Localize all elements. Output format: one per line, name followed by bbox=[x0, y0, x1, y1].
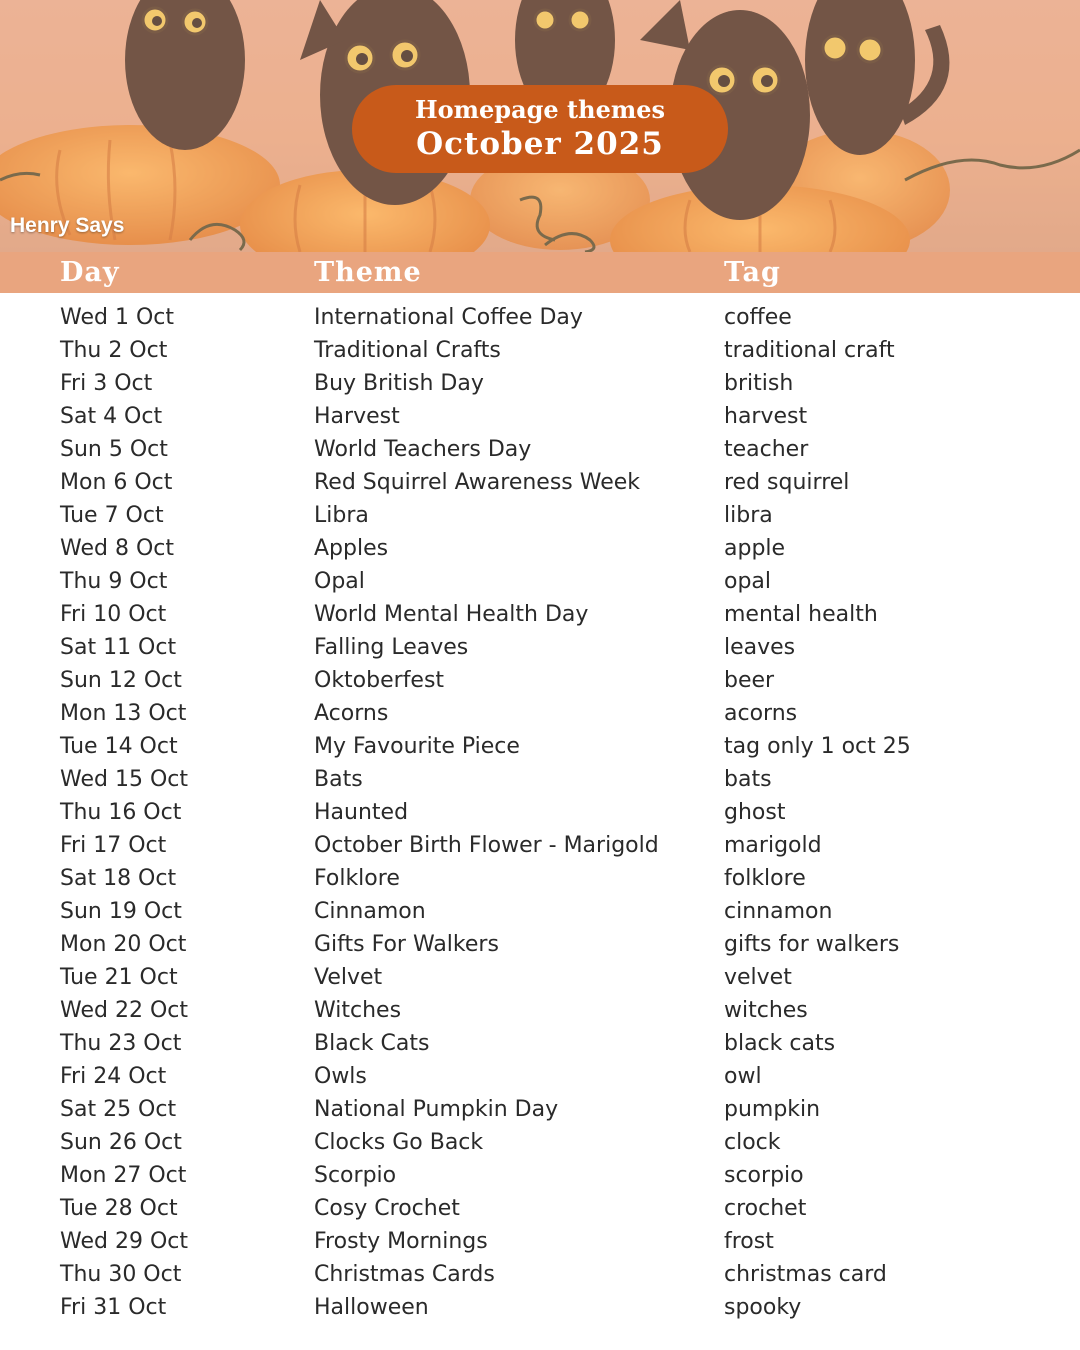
column-header-theme: Theme bbox=[314, 257, 422, 288]
theme-cell: Cinnamon bbox=[314, 899, 426, 924]
theme-cell: My Favourite Piece bbox=[314, 734, 520, 759]
day-cell: Wed 8 Oct bbox=[60, 536, 174, 561]
day-cell: Tue 21 Oct bbox=[60, 965, 178, 990]
day-cell: Thu 2 Oct bbox=[60, 338, 168, 363]
header-banner bbox=[0, 0, 1080, 252]
theme-cell: Frosty Mornings bbox=[314, 1229, 488, 1254]
day-cell: Fri 17 Oct bbox=[60, 833, 167, 858]
tag-cell: apple bbox=[724, 536, 786, 561]
title-month: October 2025 bbox=[416, 126, 664, 162]
theme-cell: Gifts For Walkers bbox=[314, 932, 499, 957]
tag-cell: spooky bbox=[724, 1295, 802, 1320]
tag-cell: frost bbox=[724, 1229, 774, 1254]
title-pill bbox=[352, 85, 728, 173]
tag-cell: harvest bbox=[724, 404, 808, 429]
tag-cell: leaves bbox=[724, 635, 796, 660]
table-row bbox=[0, 433, 1080, 466]
theme-cell: Owls bbox=[314, 1064, 367, 1089]
table-row bbox=[0, 532, 1080, 565]
theme-cell: Scorpio bbox=[314, 1163, 397, 1188]
day-cell: Sun 12 Oct bbox=[60, 668, 182, 693]
tag-cell: christmas card bbox=[724, 1262, 887, 1287]
day-cell: Thu 16 Oct bbox=[60, 800, 182, 825]
tag-cell: witches bbox=[724, 998, 808, 1023]
tag-cell: ghost bbox=[724, 800, 786, 825]
table-row bbox=[0, 796, 1080, 829]
tag-cell: owl bbox=[724, 1064, 762, 1089]
table-row bbox=[0, 763, 1080, 796]
day-cell: Mon 20 Oct bbox=[60, 932, 187, 957]
table-row bbox=[0, 1225, 1080, 1258]
theme-cell: Cosy Crochet bbox=[314, 1196, 460, 1221]
table-row bbox=[0, 1027, 1080, 1060]
theme-cell: Witches bbox=[314, 998, 402, 1023]
theme-cell: October Birth Flower - Marigold bbox=[314, 833, 659, 858]
table-row bbox=[0, 301, 1080, 334]
theme-cell: Acorns bbox=[314, 701, 389, 726]
day-cell: Wed 1 Oct bbox=[60, 305, 174, 330]
table-row bbox=[0, 1093, 1080, 1126]
theme-cell: Apples bbox=[314, 536, 389, 561]
table-row bbox=[0, 730, 1080, 763]
day-cell: Sat 25 Oct bbox=[60, 1097, 177, 1122]
table-row bbox=[0, 1258, 1080, 1291]
theme-cell: Buy British Day bbox=[314, 371, 484, 396]
day-cell: Mon 6 Oct bbox=[60, 470, 173, 495]
theme-cell: Christmas Cards bbox=[314, 1262, 495, 1287]
tag-cell: velvet bbox=[724, 965, 792, 990]
day-cell: Tue 14 Oct bbox=[60, 734, 178, 759]
table-row bbox=[0, 1159, 1080, 1192]
tag-cell: red squirrel bbox=[724, 470, 850, 495]
theme-cell: Halloween bbox=[314, 1295, 429, 1320]
day-cell: Sat 4 Oct bbox=[60, 404, 163, 429]
tag-cell: british bbox=[724, 371, 794, 396]
tag-cell: crochet bbox=[724, 1196, 807, 1221]
day-cell: Wed 29 Oct bbox=[60, 1229, 188, 1254]
day-cell: Thu 9 Oct bbox=[60, 569, 168, 594]
theme-cell: Bats bbox=[314, 767, 363, 792]
table-row bbox=[0, 499, 1080, 532]
day-cell: Sun 26 Oct bbox=[60, 1130, 182, 1155]
theme-cell: Haunted bbox=[314, 800, 409, 825]
tag-cell: gifts for walkers bbox=[724, 932, 900, 957]
day-cell: Sat 18 Oct bbox=[60, 866, 177, 891]
theme-cell: Velvet bbox=[314, 965, 383, 990]
table-body bbox=[0, 301, 1080, 1324]
day-cell: Sat 11 Oct bbox=[60, 635, 177, 660]
table-row bbox=[0, 895, 1080, 928]
table-row bbox=[0, 631, 1080, 664]
theme-cell: Folklore bbox=[314, 866, 400, 891]
day-cell: Fri 31 Oct bbox=[60, 1295, 167, 1320]
theme-cell: International Coffee Day bbox=[314, 305, 583, 330]
tag-cell: scorpio bbox=[724, 1163, 804, 1188]
table-row bbox=[0, 466, 1080, 499]
table-row bbox=[0, 367, 1080, 400]
table-row bbox=[0, 829, 1080, 862]
day-cell: Mon 13 Oct bbox=[60, 701, 187, 726]
title-subtitle: Homepage themes bbox=[414, 95, 666, 124]
theme-cell: Traditional Crafts bbox=[314, 338, 501, 363]
table-row bbox=[0, 334, 1080, 367]
table-row bbox=[0, 1126, 1080, 1159]
tag-cell: cinnamon bbox=[724, 899, 833, 924]
tag-cell: traditional craft bbox=[724, 338, 895, 363]
theme-cell: Libra bbox=[314, 503, 369, 528]
day-cell: Fri 24 Oct bbox=[60, 1064, 167, 1089]
table-row bbox=[0, 862, 1080, 895]
day-cell: Wed 22 Oct bbox=[60, 998, 188, 1023]
tag-cell: libra bbox=[724, 503, 773, 528]
tag-cell: marigold bbox=[724, 833, 822, 858]
theme-cell: Harvest bbox=[314, 404, 400, 429]
tag-cell: bats bbox=[724, 767, 772, 792]
day-cell: Sun 5 Oct bbox=[60, 437, 168, 462]
theme-cell: Black Cats bbox=[314, 1031, 430, 1056]
day-cell: Tue 7 Oct bbox=[60, 503, 164, 528]
tag-cell: mental health bbox=[724, 602, 878, 627]
tag-cell: tag only 1 oct 25 bbox=[724, 734, 911, 759]
theme-cell: Opal bbox=[314, 569, 365, 594]
table-row bbox=[0, 928, 1080, 961]
table-row bbox=[0, 1291, 1080, 1324]
day-cell: Mon 27 Oct bbox=[60, 1163, 187, 1188]
table-row bbox=[0, 697, 1080, 730]
column-header-tag: Tag bbox=[724, 257, 781, 288]
tag-cell: opal bbox=[724, 569, 772, 594]
theme-cell: World Mental Health Day bbox=[314, 602, 589, 627]
day-cell: Thu 23 Oct bbox=[60, 1031, 182, 1056]
column-header-day: Day bbox=[60, 257, 120, 288]
theme-cell: World Teachers Day bbox=[314, 437, 532, 462]
tag-cell: black cats bbox=[724, 1031, 836, 1056]
tag-cell: beer bbox=[724, 668, 775, 693]
tag-cell: folklore bbox=[724, 866, 806, 891]
tag-cell: clock bbox=[724, 1130, 781, 1155]
table-row bbox=[0, 400, 1080, 433]
tag-cell: pumpkin bbox=[724, 1097, 821, 1122]
day-cell: Wed 15 Oct bbox=[60, 767, 188, 792]
theme-cell: Red Squirrel Awareness Week bbox=[314, 470, 641, 495]
tag-cell: coffee bbox=[724, 305, 792, 330]
table-row bbox=[0, 961, 1080, 994]
day-cell: Sun 19 Oct bbox=[60, 899, 182, 924]
day-cell: Fri 3 Oct bbox=[60, 371, 153, 396]
table-row bbox=[0, 598, 1080, 631]
day-cell: Tue 28 Oct bbox=[60, 1196, 178, 1221]
theme-cell: Falling Leaves bbox=[314, 635, 469, 660]
day-cell: Thu 30 Oct bbox=[60, 1262, 182, 1287]
theme-cell: National Pumpkin Day bbox=[314, 1097, 559, 1122]
table-row bbox=[0, 664, 1080, 697]
brand-watermark: Henry Says bbox=[10, 214, 125, 237]
theme-cell: Oktoberfest bbox=[314, 668, 445, 693]
table-header bbox=[0, 252, 1080, 293]
table-row bbox=[0, 1060, 1080, 1093]
tag-cell: acorns bbox=[724, 701, 798, 726]
table-row bbox=[0, 1192, 1080, 1225]
theme-cell: Clocks Go Back bbox=[314, 1130, 484, 1155]
tag-cell: teacher bbox=[724, 437, 809, 462]
table-row bbox=[0, 994, 1080, 1027]
day-cell: Fri 10 Oct bbox=[60, 602, 167, 627]
table-row bbox=[0, 565, 1080, 598]
